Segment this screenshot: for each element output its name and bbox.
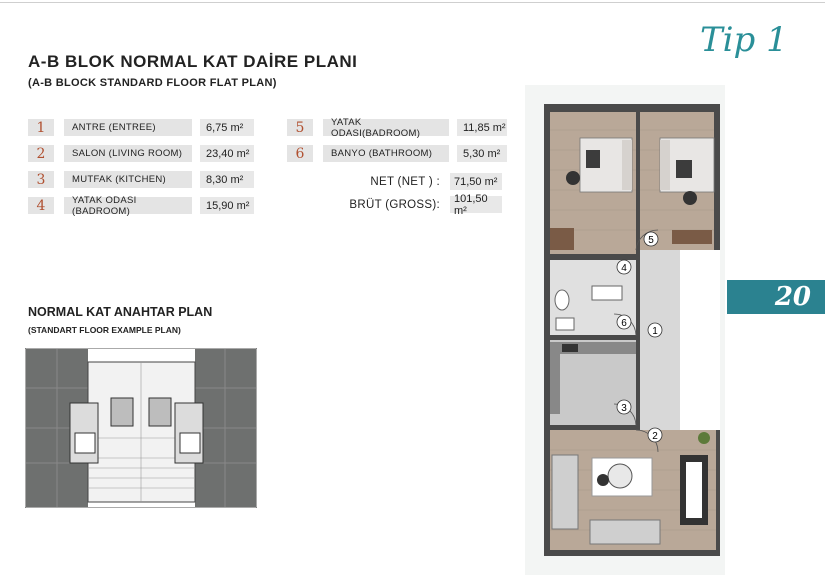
net-value: 71,50 m² [450,173,502,190]
net-label: NET (NET ) : [370,176,440,188]
room-area: 8,30 m² [200,171,254,188]
room-area: 5,30 m² [457,145,507,162]
room-name: YATAK ODASI (BADROOM) [64,197,192,214]
key-plan-subtitle: (STANDART FLOOR EXAMPLE PLAN) [28,325,181,335]
type-label: Tip 1 [700,20,788,60]
page-title: A-B BLOK NORMAL KAT DAİRE PLANI [28,52,358,71]
top-divider [0,2,825,3]
marker-6: 6 [621,318,627,329]
room-row-5 [287,116,507,139]
room-number: 2 [28,145,54,162]
room-number: 3 [28,171,54,188]
marker-2: 2 [652,431,658,442]
room-area: 6,75 m² [200,119,254,136]
room-row-6 [287,145,507,162]
marker-4: 4 [621,263,627,274]
room-area: 23,40 m² [200,145,254,162]
marker-1: 1 [652,326,658,337]
room-row-1 [28,119,254,136]
room-row-2 [28,145,254,162]
room-number: 1 [28,119,54,136]
gross-label: BRÜT (GROSS): [349,199,440,211]
floor-plan [540,100,725,560]
key-plan-title: NORMAL KAT ANAHTAR PLAN [28,305,213,319]
room-name: YATAK ODASI(BADROOM) [323,119,449,136]
page-number: 20 [727,280,825,314]
page-subtitle: (A-B BLOCK STANDARD FLOOR FLAT PLAN) [28,77,277,89]
room-name: ANTRE (ENTREE) [64,119,192,136]
room-name: BANYO (BATHROOM) [323,145,449,162]
marker-3: 3 [621,403,627,414]
room-number: 6 [287,145,313,162]
room-row-4 [28,194,254,217]
room-area: 11,85 m² [457,119,507,136]
room-row-3 [28,171,254,188]
room-name: SALON (LIVING ROOM) [64,145,192,162]
room-number: 5 [287,119,313,136]
marker-5: 5 [648,235,654,246]
room-number: 4 [28,197,54,214]
key-plan-drawing [25,348,257,508]
room-area: 15,90 m² [200,197,254,214]
room-name: MUTFAK (KITCHEN) [64,171,192,188]
gross-value: 101,50 m² [450,196,502,213]
